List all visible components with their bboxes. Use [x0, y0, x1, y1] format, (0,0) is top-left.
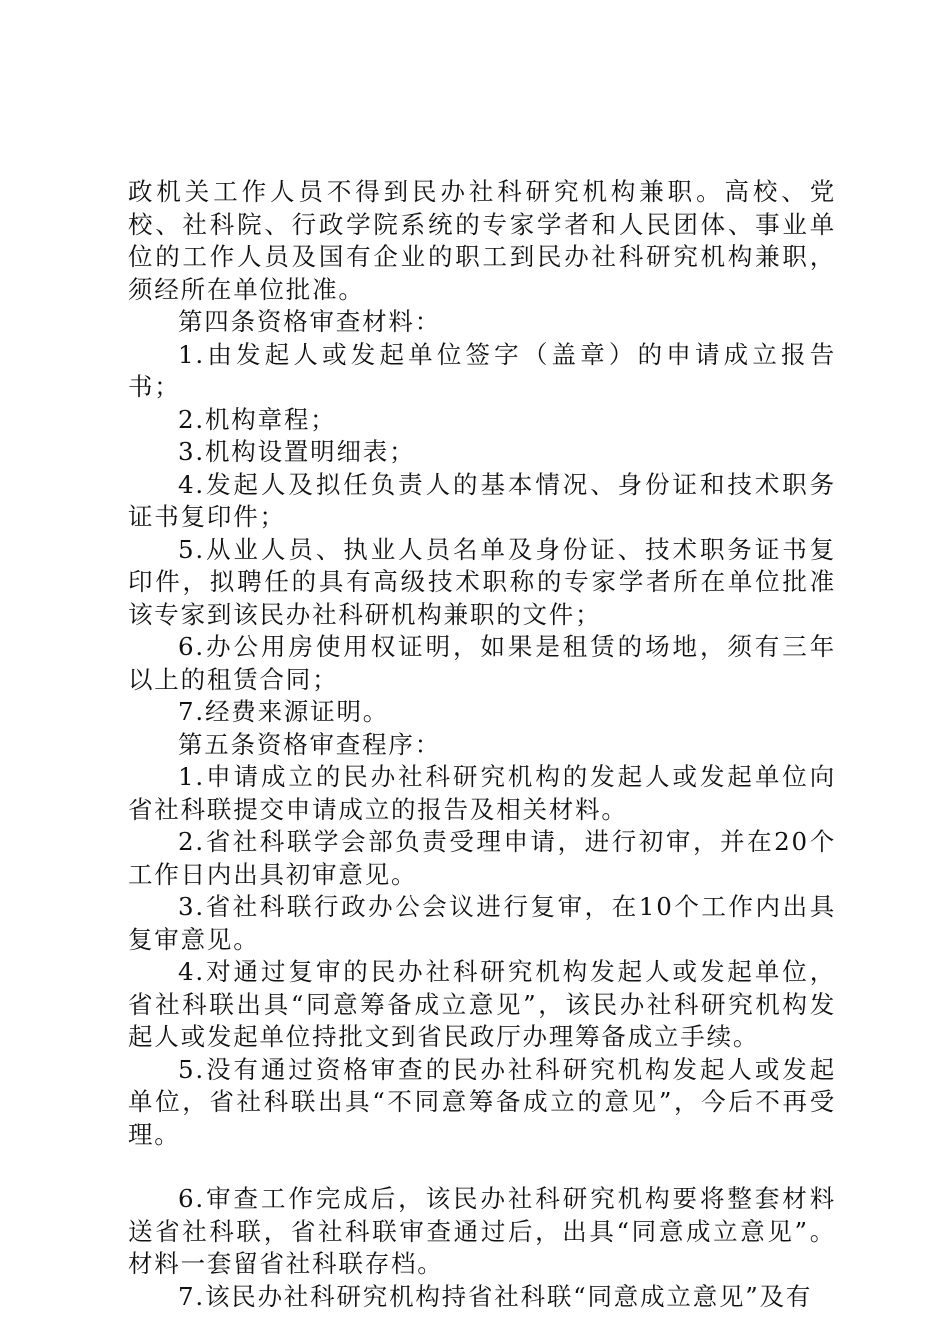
heading-article-4: 第四条资格审查材料： [178, 307, 441, 336]
list-item-5-6: 6.审查工作完成后，该民办社科研究机构要将整套材料送省社科联，省社科联审查通过后，出具“同意成立意见”。材料一套留省社科联存档。 [128, 1184, 836, 1278]
list-item-5-2: 2.省社科联学会部负责受理申请，进行初审，并在20个工作日内出具初审意见。 [128, 827, 836, 889]
heading-article-5: 第五条资格审查程序： [178, 729, 441, 759]
list-item-5-3: 3.省社科联行政办公会议进行复审，在10个工作内出具复审意见。 [128, 892, 836, 954]
list-item-4-3: 3.机构设置明细表； [178, 437, 416, 466]
list-item-4-7: 7.经费来源证明。 [178, 697, 390, 726]
document-body [128, 176, 836, 1313]
list-item-5-5: 5.没有通过资格审查的民办社科研究机构发起人或发起单位，省社科联出具“不同意筹备成立的意见”，今后不再受理。 [128, 1054, 836, 1149]
list-item-5-7: 7.该民办社科研究机构持省社科联“同意成立意见”及有 [178, 1281, 813, 1311]
paragraph-continuation: 政机关工作人员不得到民办社科研究机构兼职。高校、党校、社科院、行政学院系统的专家学者和人民团体、事业单位的工作人员及国有企业的职工到民办社科研究机构兼职，须经所在单位批准。 [128, 177, 836, 304]
list-item-4-6: 6.办公用房使用权证明，如果是租赁的场地，须有三年以上的租赁合同； [128, 632, 836, 694]
list-item-4-2: 2.机构章程； [178, 404, 337, 434]
list-item-4-4: 4.发起人及拟任负责人的基本情况、身份证和技术职务证书复印件； [128, 469, 836, 531]
list-item-4-1: 1.由发起人或发起单位签字（盖章）的申请成立报告书； [128, 339, 836, 401]
list-item-4-5: 5.从业人员、执业人员名单及身份证、技术职务证书复印件，拟聘任的具有高级技术职称的专家学者所在单位批准该专家到该民办社科研机构兼职的文件； [128, 534, 836, 629]
list-item-5-4: 4.对通过复审的民办社科研究机构发起人或发起单位，省社科联出具“同意筹备成立意见”，该民办社科研究机构发起人或发起单位持批文到省民政厅办理筹备成立手续。 [128, 957, 836, 1051]
list-item-5-1: 1.申请成立的民办社科研究机构的发起人或发起单位向省社科联提交申请成立的报告及相关材料。 [128, 762, 836, 824]
